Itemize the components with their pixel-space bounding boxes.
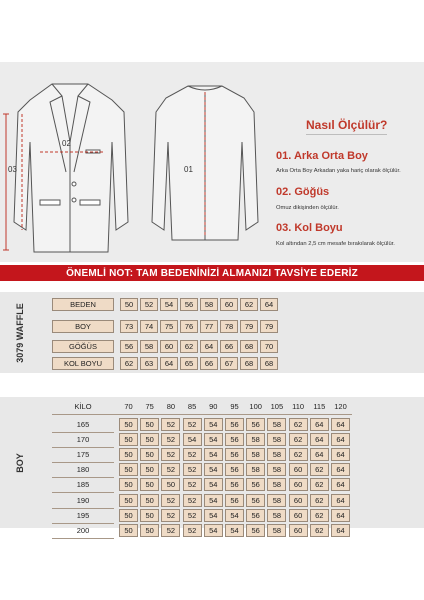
fit-cell: 58 bbox=[267, 524, 286, 537]
how-to-measure-title: Nasıl Ölçülür? bbox=[306, 118, 388, 132]
size-cell: 77 bbox=[200, 320, 218, 333]
fit-cell: 64 bbox=[331, 463, 350, 476]
size-cell: 68 bbox=[260, 357, 278, 370]
fit-cell: 60 bbox=[289, 524, 308, 537]
fit-cell: 56 bbox=[246, 524, 265, 537]
fit-cell: 62 bbox=[310, 478, 329, 491]
fit-header-cell: 120 bbox=[334, 402, 347, 411]
size-cell: 70 bbox=[260, 340, 278, 353]
step-title-chest: 02. Göğüs bbox=[276, 186, 330, 198]
fit-cell: 54 bbox=[204, 433, 223, 446]
fit-cell: 56 bbox=[225, 478, 244, 491]
fit-cell: 64 bbox=[331, 418, 350, 431]
fit-row-label: 180 bbox=[76, 465, 90, 474]
fit-cell: 52 bbox=[161, 509, 180, 522]
fit-row-label: 190 bbox=[76, 496, 90, 505]
size-cell: 58 bbox=[140, 340, 158, 353]
fit-cell: 58 bbox=[267, 433, 286, 446]
size-cell: 63 bbox=[140, 357, 158, 370]
fit-cell: 54 bbox=[204, 494, 223, 507]
size-cell: 73 bbox=[120, 320, 138, 333]
fit-cell: 50 bbox=[119, 433, 138, 446]
fit-cell: 54 bbox=[204, 463, 223, 476]
fit-cell: 50 bbox=[119, 448, 138, 461]
fit-cell: 56 bbox=[225, 418, 244, 431]
jacket-front-illustration bbox=[0, 72, 140, 262]
fit-cell: 54 bbox=[204, 418, 223, 431]
fit-cell: 54 bbox=[183, 433, 202, 446]
fit-cell: 58 bbox=[246, 463, 265, 476]
size-cell: 64 bbox=[200, 340, 218, 353]
size-cell: 76 bbox=[180, 320, 198, 333]
size-row-label: GÖĞÜS bbox=[52, 340, 114, 353]
jacket-back-illustration bbox=[140, 72, 270, 262]
fit-cell: 62 bbox=[289, 448, 308, 461]
size-header-cell: 50 bbox=[120, 298, 138, 311]
fit-cell: 50 bbox=[140, 463, 159, 476]
measure-label-01: 01 bbox=[184, 165, 193, 174]
step-title-back-length: 01. Arka Orta Boy bbox=[276, 150, 368, 162]
size-header-cell: 64 bbox=[260, 298, 278, 311]
size-cell: 62 bbox=[180, 340, 198, 353]
size-cell: 60 bbox=[160, 340, 178, 353]
fit-header-cell: 105 bbox=[270, 402, 284, 411]
fit-header-label: KİLO bbox=[74, 402, 92, 411]
fit-cell: 54 bbox=[204, 524, 223, 537]
fit-row-label: 200 bbox=[76, 526, 90, 535]
fit-header-cell: 75 bbox=[145, 402, 154, 411]
fit-cell: 50 bbox=[119, 478, 138, 491]
size-cell: 67 bbox=[220, 357, 238, 370]
fit-cell: 50 bbox=[119, 524, 138, 537]
fit-header-cell: 100 bbox=[249, 402, 262, 411]
fit-cell: 62 bbox=[310, 524, 329, 537]
fit-row-label: 195 bbox=[76, 511, 90, 520]
fit-header-cell: 115 bbox=[313, 402, 326, 411]
fit-cell: 50 bbox=[119, 509, 138, 522]
size-cell: 79 bbox=[240, 320, 258, 333]
fit-cell: 60 bbox=[289, 509, 308, 522]
size-cell: 62 bbox=[120, 357, 138, 370]
size-cell: 78 bbox=[220, 320, 238, 333]
fit-cell: 56 bbox=[246, 494, 265, 507]
fit-cell: 50 bbox=[140, 524, 159, 537]
fit-row-label: 185 bbox=[76, 480, 90, 489]
fit-row-label: 175 bbox=[76, 450, 90, 459]
fit-cell: 56 bbox=[246, 509, 265, 522]
fit-row-rule bbox=[52, 492, 114, 493]
size-cell: 66 bbox=[220, 340, 238, 353]
step-desc-back-length: Arka Orta Boy Arkadan yaka hariç olarak ölçülür. bbox=[276, 168, 401, 174]
fit-header-cell: 80 bbox=[166, 402, 176, 411]
fit-cell: 64 bbox=[310, 448, 329, 461]
fit-cell: 52 bbox=[183, 509, 202, 522]
fit-cell: 54 bbox=[204, 448, 223, 461]
fit-cell: 64 bbox=[331, 509, 350, 522]
fit-header-cell: 90 bbox=[209, 402, 218, 411]
fit-cell: 64 bbox=[310, 433, 329, 446]
fit-cell: 58 bbox=[267, 463, 286, 476]
size-cell: 66 bbox=[200, 357, 218, 370]
fit-cell: 56 bbox=[225, 494, 244, 507]
fit-cell: 58 bbox=[246, 433, 265, 446]
fit-cell: 50 bbox=[140, 494, 159, 507]
fit-cell: 56 bbox=[225, 433, 244, 446]
size-row-label: BOY bbox=[52, 320, 114, 333]
fit-row-rule bbox=[52, 538, 114, 539]
fit-cell: 56 bbox=[246, 418, 265, 431]
size-header-cell: 52 bbox=[140, 298, 158, 311]
step-desc-sleeve: Kol altından 2,5 cm mesafe bırakılarak ölçülür. bbox=[276, 241, 395, 247]
size-cell: 68 bbox=[240, 357, 258, 370]
fit-cell: 52 bbox=[161, 463, 180, 476]
fit-cell: 64 bbox=[310, 418, 329, 431]
size-cell: 68 bbox=[240, 340, 258, 353]
size-cell: 74 bbox=[140, 320, 158, 333]
fit-cell: 52 bbox=[161, 433, 180, 446]
fit-cell: 52 bbox=[161, 418, 180, 431]
fit-cell: 50 bbox=[140, 478, 159, 491]
fit-cell: 50 bbox=[140, 509, 159, 522]
fit-cell: 58 bbox=[267, 478, 286, 491]
size-cell: 64 bbox=[160, 357, 178, 370]
fit-cell: 52 bbox=[183, 494, 202, 507]
fit-cell: 52 bbox=[161, 494, 180, 507]
fit-cell: 58 bbox=[267, 494, 286, 507]
fit-cell: 64 bbox=[331, 494, 350, 507]
size-header-cell: 62 bbox=[240, 298, 258, 311]
size-header-cell: 60 bbox=[220, 298, 238, 311]
fit-cell: 62 bbox=[310, 463, 329, 476]
fit-table-side-label: BOY bbox=[14, 452, 25, 473]
fit-cell: 64 bbox=[331, 524, 350, 537]
fit-cell: 62 bbox=[289, 433, 308, 446]
size-header-label: BEDEN bbox=[52, 298, 114, 311]
fit-cell: 54 bbox=[225, 509, 244, 522]
fit-cell: 58 bbox=[267, 418, 286, 431]
fit-cell: 52 bbox=[161, 448, 180, 461]
fit-header-cell: 85 bbox=[187, 402, 197, 411]
fit-cell: 62 bbox=[310, 494, 329, 507]
fit-cell: 56 bbox=[225, 463, 244, 476]
size-header-cell: 56 bbox=[180, 298, 198, 311]
fit-cell: 58 bbox=[267, 509, 286, 522]
fit-cell: 50 bbox=[119, 494, 138, 507]
fit-row-label: 165 bbox=[76, 420, 90, 429]
fit-cell: 50 bbox=[119, 418, 138, 431]
step-desc-chest: Omuz dikişinden ölçülür. bbox=[276, 205, 339, 211]
fit-cell: 52 bbox=[183, 463, 202, 476]
fit-cell: 50 bbox=[140, 418, 159, 431]
fit-cell: 54 bbox=[204, 478, 223, 491]
fit-header-cell: 95 bbox=[230, 402, 239, 411]
fit-cell: 56 bbox=[225, 448, 244, 461]
fit-cell: 64 bbox=[331, 433, 350, 446]
size-cell: 75 bbox=[160, 320, 178, 333]
size-header-cell: 54 bbox=[160, 298, 178, 311]
size-cell: 79 bbox=[260, 320, 278, 333]
size-cell: 65 bbox=[180, 357, 198, 370]
fit-header-cell: 110 bbox=[292, 402, 305, 411]
fit-cell: 52 bbox=[161, 524, 180, 537]
fit-cell: 60 bbox=[289, 478, 308, 491]
fit-cell: 52 bbox=[183, 478, 202, 491]
fit-cell: 64 bbox=[331, 478, 350, 491]
fit-cell: 52 bbox=[183, 524, 202, 537]
measure-label-03: 03 bbox=[8, 165, 17, 174]
fit-row-label: 170 bbox=[76, 435, 90, 444]
fit-cell: 58 bbox=[246, 448, 265, 461]
fit-cell: 64 bbox=[331, 448, 350, 461]
fit-header-cell: 70 bbox=[124, 402, 133, 411]
fit-cell: 62 bbox=[289, 418, 308, 431]
fit-cell: 54 bbox=[204, 509, 223, 522]
fit-cell: 52 bbox=[183, 418, 202, 431]
size-header-cell: 58 bbox=[200, 298, 218, 311]
size-table-side-label: 3079 WAFFLE bbox=[15, 302, 26, 363]
fit-cell: 54 bbox=[225, 524, 244, 537]
step-title-sleeve: 03. Kol Boyu bbox=[276, 222, 343, 234]
fit-cell: 50 bbox=[140, 433, 159, 446]
fit-cell: 62 bbox=[310, 509, 329, 522]
fit-cell: 56 bbox=[246, 478, 265, 491]
important-notice-bar: ÖNEMLİ NOT: TAM BEDENİNİZİ ALMANIZI TAVSİYE EDERİZ bbox=[0, 265, 424, 281]
measure-label-02: 02 bbox=[62, 139, 71, 148]
fit-cell: 50 bbox=[161, 478, 180, 491]
size-cell: 56 bbox=[120, 340, 138, 353]
fit-cell: 50 bbox=[140, 448, 159, 461]
fit-cell: 58 bbox=[267, 448, 286, 461]
fit-header-rule bbox=[52, 414, 352, 415]
fit-cell: 60 bbox=[289, 494, 308, 507]
size-row-label: KOL BOYU bbox=[52, 357, 114, 370]
fit-cell: 60 bbox=[289, 463, 308, 476]
fit-cell: 50 bbox=[119, 463, 138, 476]
fit-cell: 52 bbox=[183, 448, 202, 461]
